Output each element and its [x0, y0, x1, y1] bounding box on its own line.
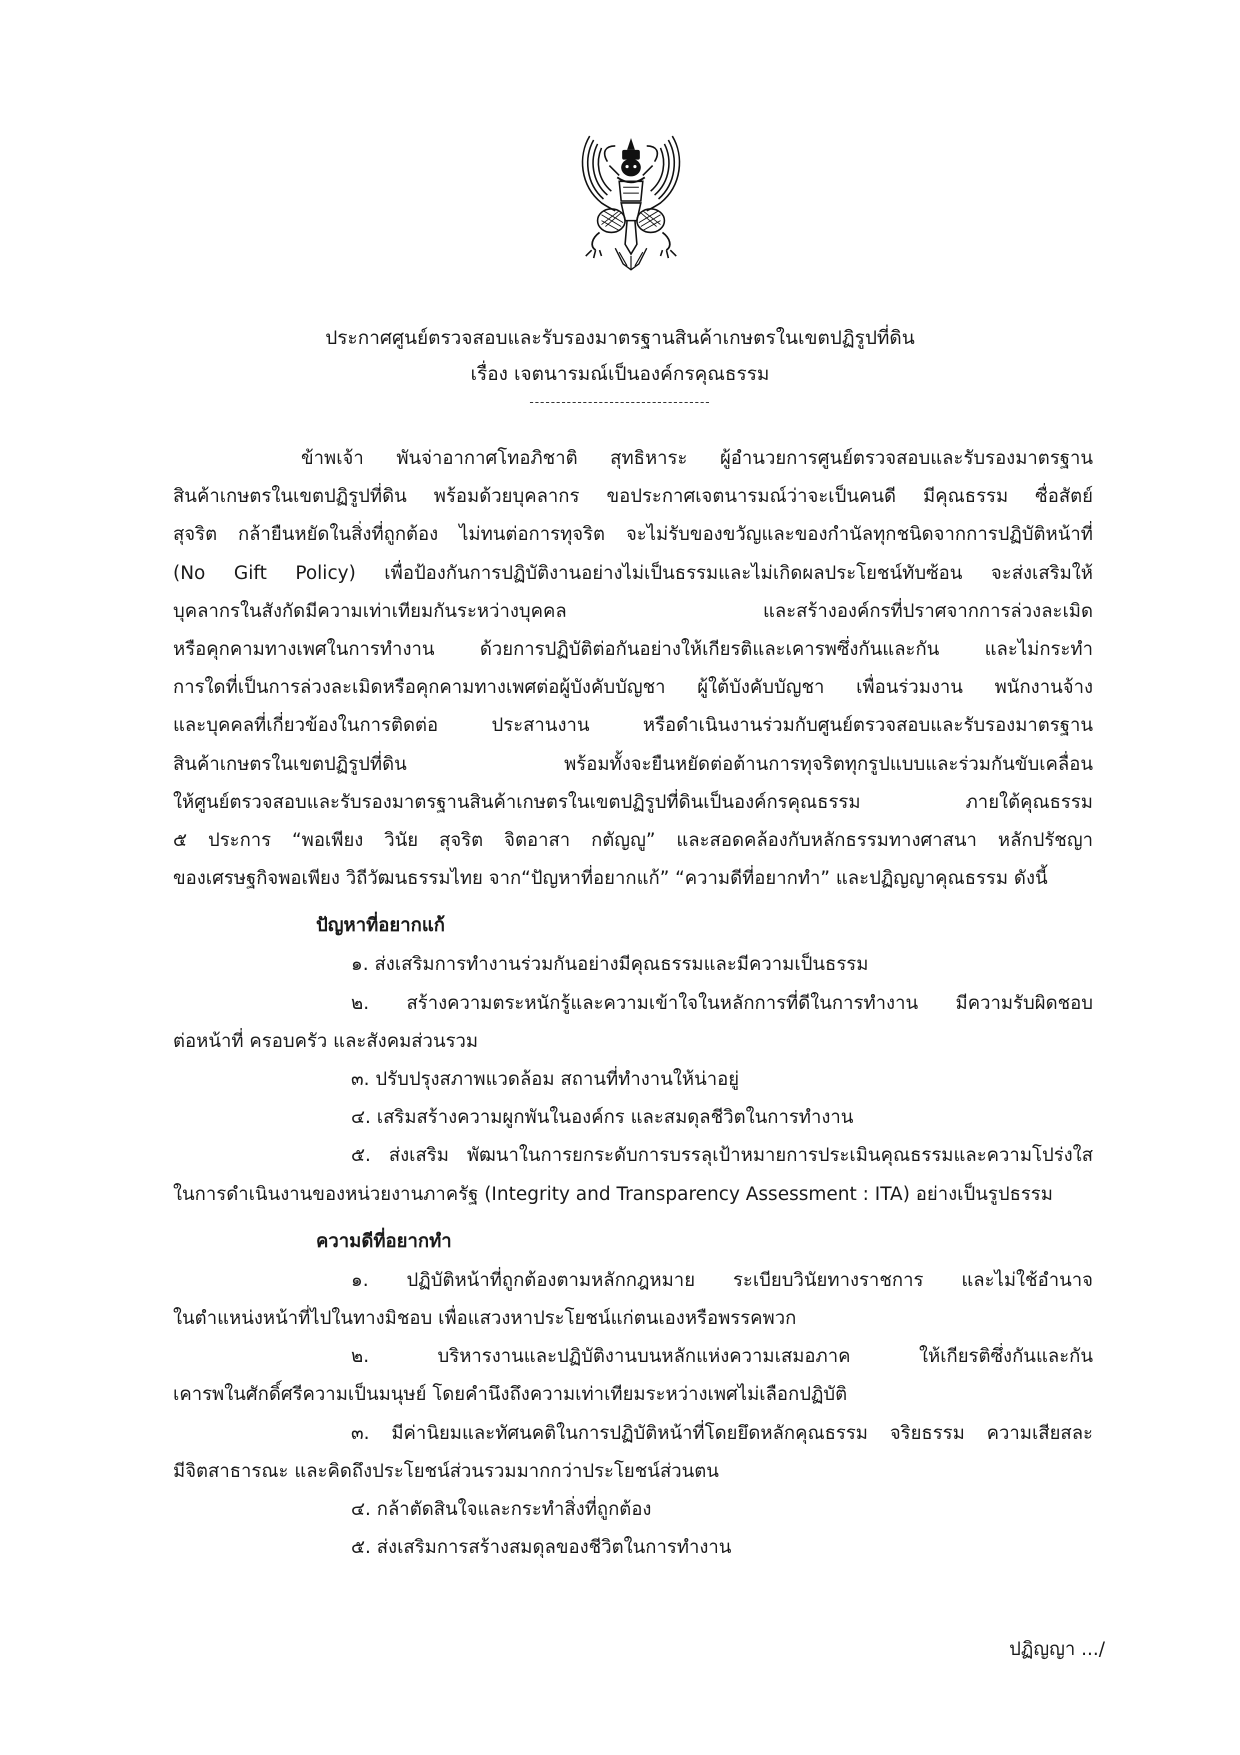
intro-line: ข้าพเจ้า พันจ่าอากาศโทอภิชาติ สุทธิหาระ ผู้อำนวยการศูนย์ตรวจสอบและรับรองมาตรฐาน — [301, 448, 1093, 469]
good-deeds-list — [173, 1262, 1093, 1568]
garuda-emblem-icon — [572, 125, 690, 275]
list-item — [173, 1529, 1093, 1567]
list-item — [173, 1262, 1093, 1338]
item-text: ๕. ส่งเสริมการสร้างสมดุลของชีวิตในการทำงาน — [351, 1537, 732, 1559]
item-text: ๕. ส่งเสริม พัฒนาในการยกระดับการบรรลุเป้าหมายการประเมินคุณธรรมและความโปร่งใส — [351, 1145, 1093, 1167]
list-item — [173, 1415, 1093, 1491]
intro-line: สุจริต กล้ายืนหยัดในสิ่งที่ถูกต้อง ไม่ทนต่อการทุจริต จะไม่รับของขวัญและของกำนัลทุกชนิดจากการปฏิบัติหน้าที่ — [173, 524, 1093, 546]
intro-line: หรือคุกคามทางเพศในการทำงาน ด้วยการปฏิบัติต่อกันอย่างให้เกียรติและเคารพซึ่งกันและกัน และไม่กระทำ — [173, 639, 1093, 661]
item-text: ๓. ปรับปรุงสภาพแวดล้อม สถานที่ทำงานให้น่าอยู่ — [351, 1069, 740, 1091]
item-text-continued: มีจิตสาธารณะ และคิดถึงประโยชน์ส่วนรวมมากกว่าประโยชน์ส่วนตน — [173, 1460, 719, 1482]
item-text: ๓. มีค่านิยมและทัศนคติในการปฏิบัติหน้าที่โดยยึดหลักคุณธรรม จริยธรรม ความเสียสละ — [351, 1422, 1093, 1444]
intro-line: (No Gift Policy) เพื่อป้องกันการปฏิบัติงานอย่างไม่เป็นธรรมและไม่เกิดผลประโยชน์ทับซ้อน จะส่งเสริมให้ — [173, 562, 1093, 584]
intro-line: สินค้าเกษตรในเขตปฏิรูปที่ดิน พร้อมด้วยบุคลากร ขอประกาศเจตนารมณ์ว่าจะเป็นคนดี มีคุณธรรม ซื่อสัตย์ — [173, 486, 1093, 508]
intro-line: การใดที่เป็นการล่วงละเมิดหรือคุกคามทางเพศต่อผู้บังคับบัญชา ผู้ใต้บังคับบัญชา เพื่อนร่วมงาน พนักงานจ้าง — [173, 677, 1093, 699]
list-item — [173, 1099, 1093, 1137]
announcement-subject: เรื่อง เจตนารมณ์เป็นองค์กรคุณธรรม — [470, 363, 770, 385]
item-text: ๒. สร้างความตระหนักรู้และความเข้าใจในหลักการที่ดีในการทำงาน มีความรับผิดชอบ — [351, 992, 1093, 1014]
item-text-continued: ต่อหน้าที่ ครอบครัว และสังคมส่วนรวม — [173, 1030, 479, 1052]
intro-line: สินค้าเกษตรในเขตปฏิรูปที่ดิน พร้อมทั้งจะยืนหยัดต่อต้านการทุจริตทุกรูปแบบและร่วมกันขับเคลื่อน — [173, 753, 1093, 775]
item-text: ๑. ปฏิบัติหน้าที่ถูกต้องตามหลักกฎหมาย ระเบียบวินัยทางราชการ และไม่ใช้อำนาจ — [351, 1269, 1093, 1291]
section-heading-good-deeds: ความดีที่อยากทำ — [316, 1230, 452, 1252]
list-item — [173, 1491, 1093, 1529]
item-text-continued: เคารพในศักดิ์ศรีความเป็นมนุษย์ โดยคำนึงถึงความเท่าเทียมระหว่างเพศไม่เลือกปฏิบัติ — [173, 1384, 848, 1406]
intro-line: และบุคคลที่เกี่ยวข้องในการติดต่อ ประสานงาน หรือดำเนินงานร่วมกับศูนย์ตรวจสอบและรับรองมาตรฐาน — [173, 715, 1093, 737]
section-heading-problems: ปัญหาที่อยากแก้ — [316, 915, 445, 937]
intro-line: ๕ ประการ “พอเพียง วินัย สุจริต จิตอาสา กตัญญู” และสอดคล้องกับหลักธรรมทางศาสนา หลักปรัชญา — [173, 830, 1093, 852]
intro-line: บุคลากรในสังกัดมีความเท่าเทียมกันระหว่างบุคคล และสร้างองค์กรที่ปราศจากการล่วงละเมิด — [173, 600, 1093, 622]
list-item — [173, 1137, 1093, 1213]
list-item — [173, 1061, 1093, 1099]
list-item — [173, 946, 1093, 984]
item-text-continued: ในตำแหน่งหน้าที่ไปในทางมิชอบ เพื่อแสวงหาประโยชน์แก่ตนเองหรือพรรคพวก — [173, 1308, 797, 1330]
announcement-title: ประกาศศูนย์ตรวจสอบและรับรองมาตรฐานสินค้าเกษตรในเขตปฏิรูปที่ดิน — [325, 327, 915, 349]
list-item — [173, 1338, 1093, 1414]
problems-list — [173, 946, 1093, 1213]
item-text: ๒. บริหารงานและปฏิบัติงานบนหลักแห่งความเสมอภาค ให้เกียรติซึ่งกันและกัน — [351, 1346, 1093, 1368]
title-divider: ---------------------------------- — [529, 395, 711, 409]
announcement-header — [0, 320, 1240, 410]
intro-line: ให้ศูนย์ตรวจสอบและรับรองมาตรฐานสินค้าเกษตรในเขตปฏิรูปที่ดินเป็นองค์กรคุณธรรม ภายใต้คุณธรรม — [173, 791, 1093, 813]
intro-paragraph — [173, 440, 1093, 898]
intro-line: ของเศรษฐกิจพอเพียง วิถีวัฒนธรรมไทย จาก“ปัญหาที่อยากแก้” “ความดีที่อยากทำ” และปฏิญญาคุณธรรม ดังนี้ — [173, 868, 1048, 890]
item-text: ๔. เสริมสร้างความผูกพันในองค์กร และสมดุลชีวิตในการทำงาน — [351, 1107, 854, 1129]
announcement-body — [173, 440, 1093, 1567]
list-item — [173, 985, 1093, 1061]
item-text: ๑. ส่งเสริมการทำงานร่วมกันอย่างมีคุณธรรมและมีความเป็นธรรม — [351, 954, 869, 976]
item-text-continued: ในการดำเนินงานของหน่วยงานภาครัฐ (Integrity and Transparency Assessment : ITA) อย่างเป็นรูปธรรม — [173, 1183, 1053, 1205]
page-continuation-marker: ปฏิญญา .../ — [1009, 1639, 1105, 1660]
item-text: ๔. กล้าตัดสินใจและกระทำสิ่งที่ถูกต้อง — [351, 1499, 652, 1521]
